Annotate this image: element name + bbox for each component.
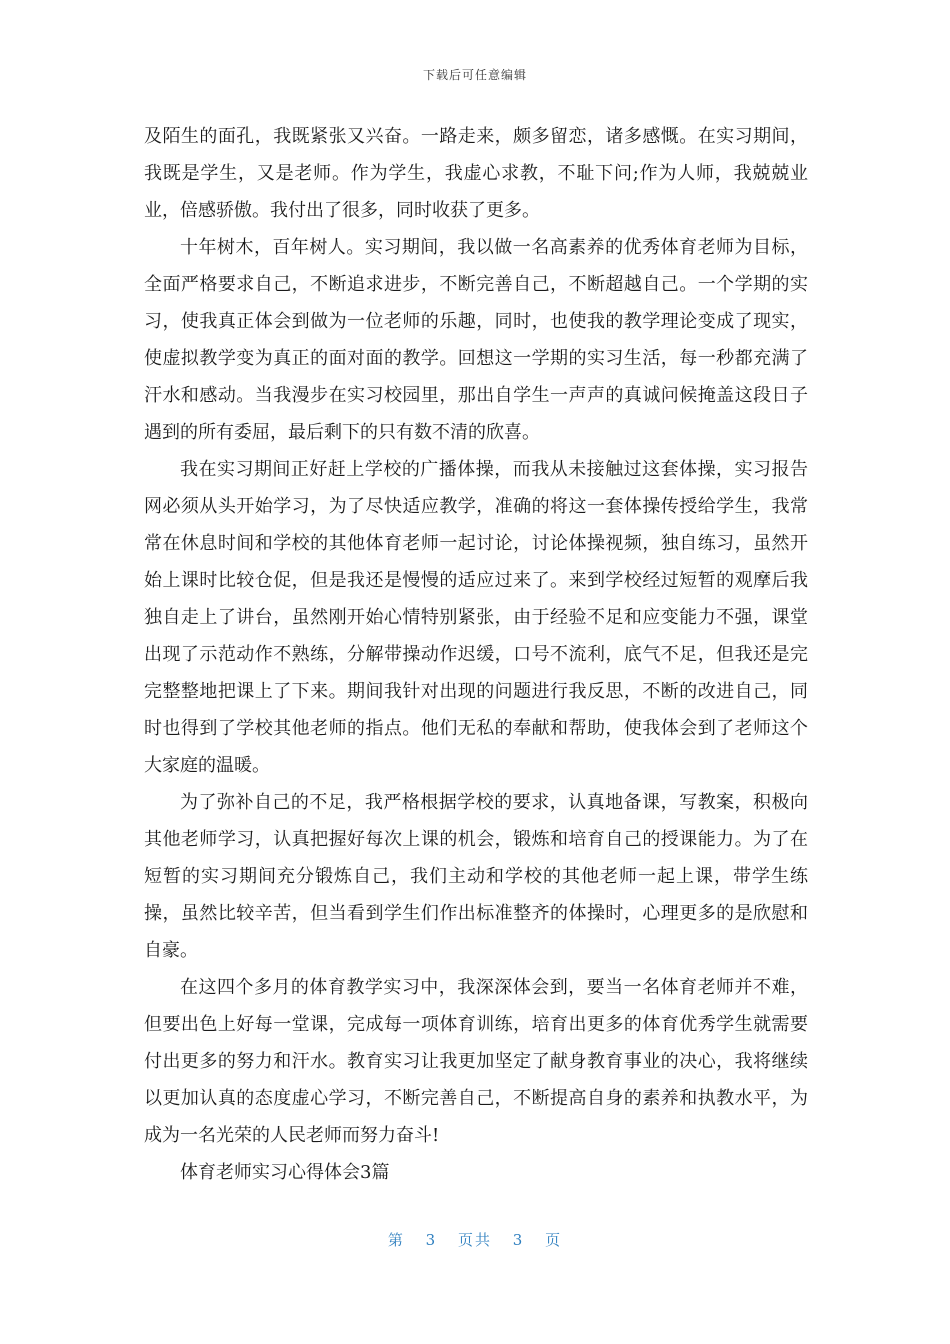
paragraph-3: 我在实习期间正好赶上学校的广播体操，而我从未接触过这套体操，实习报告网必须从头开始学习，为了尽快适应教学，准确的将这一套体操传授给学生，我常常在休息时间和学校的其他体育老师一起讨论，讨论体操视频，独自练习，虽然开始上课时比较仓促，但是我还是慢慢的适应过来了。来到学校经过短暂的观摩后我独自走上了讲台，虽然刚开始心情特别紧张，由于经验不足和应变能力不强，课堂出现了示范动作不熟练，分解带操动作迟缓，口号不流利，底气不足，但我还是完完整整地把课上了下来。期间我针对出现的问题进行我反思，不断的改进自己，同时也得到了学校其他老师的指点。他们无私的奉献和帮助，使我体会到了老师这个大家庭的温暖。 <box>144 459 808 776</box>
page-number-footer: 第 3 页共 3 页 <box>387 1231 563 1249</box>
paragraph-2: 十年树木，百年树人。实习期间，我以做一名高素养的优秀体育老师为目标，全面严格要求自己，不断追求进步，不断完善自己，不断超越自己。一个学期的实习，使我真正体会到做为一位老师的乐趣，同时，也使我的教学理论变成了现实，使虚拟教学变为真正的面对面的教学。回想这一学期的实习生活，每一秒都充满了汗水和感动。当我漫步在实习校园里，那出自学生一声声的真诚问候掩盖这段日子遇到的所有委屈，最后剩下的只有数不清的欣喜。 <box>144 237 808 443</box>
section-title: 体育老师实习心得体会3篇 <box>180 1162 390 1183</box>
paragraph-4: 为了弥补自己的不足，我严格根据学校的要求，认真地备课，写教案，积极向其他老师学习，认真把握好每次上课的机会，锻炼和培育自己的授课能力。为了在短暂的实习期间充分锻炼自己，我们主动和学校的其他老师一起上课，带学生练操，虽然比较辛苦，但当看到学生们作出标准整齐的体操时，心理更多的是欣慰和自豪。 <box>144 792 808 961</box>
paragraph-1: 及陌生的面孔，我既紧张又兴奋。一路走来，颇多留恋，诸多感慨。在实习期间，我既是学生，又是老师。作为学生，我虚心求教，不耻下问;作为人师，我兢兢业业，倍感骄傲。我付出了很多，同时收获了更多。 <box>144 126 808 221</box>
paragraph-5: 在这四个多月的体育教学实习中，我深深体会到，要当一名体育老师并不难，但要出色上好每一堂课，完成每一项体育训练，培育出更多的体育优秀学生就需要付出更多的努力和汗水。教育实习让我更加坚定了献身教育事业的决心，我将继续以更加认真的态度虚心学习，不断完善自己，不断提高自身的素养和执教水平，为成为一名光荣的人民老师而努力奋斗! <box>144 977 808 1146</box>
download-note: 下载后可任意编辑 <box>422 68 527 82</box>
document-body <box>144 118 808 1191</box>
